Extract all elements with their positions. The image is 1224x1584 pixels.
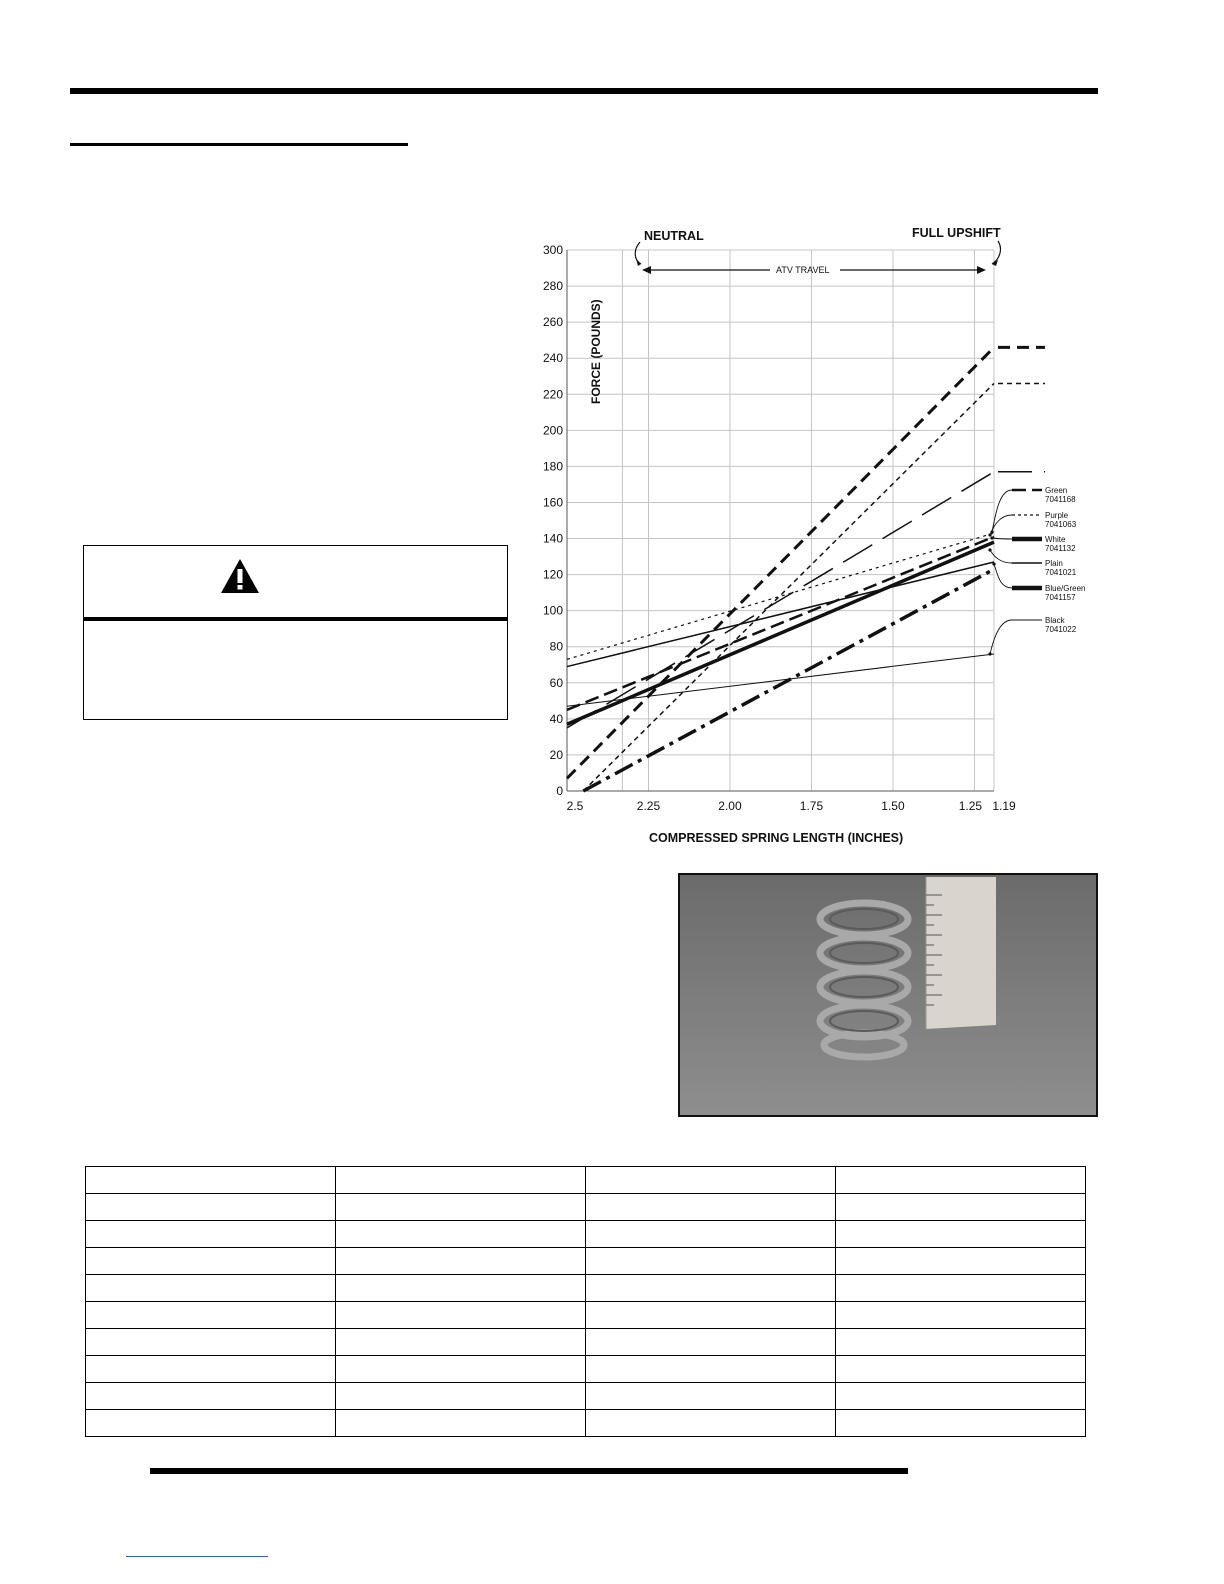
chart-grid [567, 250, 994, 791]
table-row [86, 1383, 1086, 1410]
table-cell [86, 1248, 336, 1275]
neutral-arrow [635, 242, 641, 264]
table-cell [336, 1329, 586, 1356]
atv-travel-label: ATV TRAVEL [776, 265, 830, 275]
table-cell [86, 1356, 336, 1383]
y-tick-label: 120 [542, 567, 563, 582]
x-axis-label: COMPRESSED SPRING LENGTH (INCHES) [649, 831, 904, 845]
table-cell [586, 1356, 836, 1383]
legend-part-number: 7041063 [1045, 520, 1077, 529]
table-cell [586, 1221, 836, 1248]
y-tick-label: 40 [549, 711, 563, 726]
table-cell [336, 1275, 586, 1302]
y-tick-label: 200 [542, 423, 563, 438]
table-cell [836, 1275, 1086, 1302]
neutral-label: NEUTRAL [644, 229, 704, 243]
header-rule [70, 88, 1098, 94]
y-tick-label: 300 [542, 243, 563, 257]
y-tick-label: 100 [542, 603, 563, 618]
x-tick-label: 2.25 [636, 799, 661, 813]
table-cell [586, 1329, 836, 1356]
table-cell [86, 1410, 336, 1437]
table-cell [836, 1167, 1086, 1194]
table-cell [336, 1221, 586, 1248]
series-line [567, 542, 994, 724]
series-line [583, 569, 994, 791]
warning-box [83, 545, 508, 720]
y-tick-label: 260 [542, 315, 563, 330]
series-line [583, 383, 994, 791]
table-cell [86, 1383, 336, 1410]
full-upshift-arrow [992, 241, 1000, 264]
legend-leader-tip [988, 652, 991, 655]
table-cell [336, 1356, 586, 1383]
table-row [86, 1329, 1086, 1356]
table-cell [336, 1248, 586, 1275]
legend-name: Plain [1045, 559, 1063, 568]
y-tick-label: 180 [542, 459, 563, 474]
legend-leader-tip [988, 548, 991, 551]
table-cell [836, 1248, 1086, 1275]
table-cell [836, 1221, 1086, 1248]
table-cell [336, 1302, 586, 1329]
legend-leader [992, 538, 1012, 539]
legend-leader [994, 564, 1012, 588]
table-cell [586, 1302, 836, 1329]
y-tick-label: 20 [549, 747, 563, 762]
table-cell [836, 1194, 1086, 1221]
legend-part-number: 7041021 [1045, 568, 1077, 577]
y-tick-label: 220 [542, 387, 563, 402]
x-axis-tick-labels [567, 799, 1016, 813]
warning-divider [84, 617, 508, 621]
legend-part-number: 7041132 [1045, 544, 1076, 553]
warning-triangle-icon [220, 558, 260, 594]
table-cell [336, 1410, 586, 1437]
table-cell [86, 1194, 336, 1221]
legend-leader-tip [990, 536, 993, 539]
x-tick-label: 1.25 [958, 799, 983, 813]
table-row [86, 1356, 1086, 1383]
series-line [567, 472, 994, 728]
table-row [86, 1248, 1086, 1275]
table-cell [836, 1356, 1086, 1383]
table-cell [586, 1410, 836, 1437]
legend-part-number: 7041022 [1045, 625, 1077, 634]
table-row [86, 1221, 1086, 1248]
table-cell [586, 1194, 836, 1221]
y-tick-label: 140 [542, 531, 563, 546]
neutral-arrowhead [636, 259, 641, 266]
legend-name: Green [1045, 486, 1068, 495]
y-tick-label: 80 [549, 639, 563, 654]
clutch-spring-photo [678, 873, 1098, 1117]
legend-part-number: 7041157 [1045, 593, 1076, 602]
x-tick-label: 1.19 [992, 799, 1016, 813]
table-row [86, 1302, 1086, 1329]
y-tick-label: 160 [542, 495, 563, 510]
chart-series [567, 347, 1045, 791]
legend-name: Purple [1045, 511, 1069, 520]
legend-name: White [1045, 535, 1066, 544]
footer-link-underline[interactable] [126, 1556, 268, 1557]
full-upshift-label: FULL UPSHIFT [912, 226, 1001, 240]
spring-force-chart [520, 220, 1100, 850]
footer-rule [150, 1468, 908, 1474]
x-tick-label: 2.00 [718, 799, 742, 813]
x-tick-label: 1.50 [881, 799, 905, 813]
table-cell [586, 1167, 836, 1194]
table-cell [86, 1275, 336, 1302]
chart-legend [988, 486, 1085, 656]
table-cell [86, 1167, 336, 1194]
table-cell [336, 1383, 586, 1410]
series-line [567, 654, 994, 706]
table-cell [86, 1329, 336, 1356]
table-cell [336, 1194, 586, 1221]
ruler [926, 877, 996, 1029]
atv-travel-arrow-left [642, 266, 651, 274]
y-axis-label: FORCE (POUNDS) [589, 299, 603, 404]
series-line [567, 562, 994, 667]
table-row [86, 1275, 1086, 1302]
y-tick-label: 280 [542, 279, 563, 294]
x-tick-label: 1.75 [799, 799, 824, 813]
series-line [567, 533, 994, 659]
y-tick-label: 0 [556, 784, 563, 798]
legend-name: Black [1045, 616, 1065, 625]
legend-leader [990, 550, 1012, 563]
legend-leader-tip [988, 533, 991, 536]
table-cell [586, 1275, 836, 1302]
table-row [86, 1410, 1086, 1437]
table-row [86, 1167, 1086, 1194]
table-cell [586, 1383, 836, 1410]
legend-leader-tip [992, 562, 995, 565]
y-tick-label: 60 [549, 675, 563, 690]
x-tick-label: 2.5 [566, 799, 584, 813]
table-cell [86, 1302, 336, 1329]
spring-spec-table [85, 1166, 1086, 1437]
table-cell [586, 1248, 836, 1275]
table-cell [836, 1329, 1086, 1356]
table-cell [836, 1383, 1086, 1410]
table-cell [336, 1167, 586, 1194]
y-tick-label: 240 [542, 351, 563, 366]
legend-name: Blue/Green [1045, 584, 1086, 593]
table-cell [836, 1302, 1086, 1329]
legend-leader [990, 620, 1012, 654]
spring-ruler-image [680, 875, 1096, 1115]
table-row [86, 1194, 1086, 1221]
table-cell [86, 1221, 336, 1248]
y-axis-tick-labels [543, 243, 563, 798]
section-title-rule [70, 143, 408, 146]
legend-part-number: 7041168 [1045, 495, 1076, 504]
table-cell [836, 1410, 1086, 1437]
atv-travel-arrow-right [977, 266, 986, 274]
